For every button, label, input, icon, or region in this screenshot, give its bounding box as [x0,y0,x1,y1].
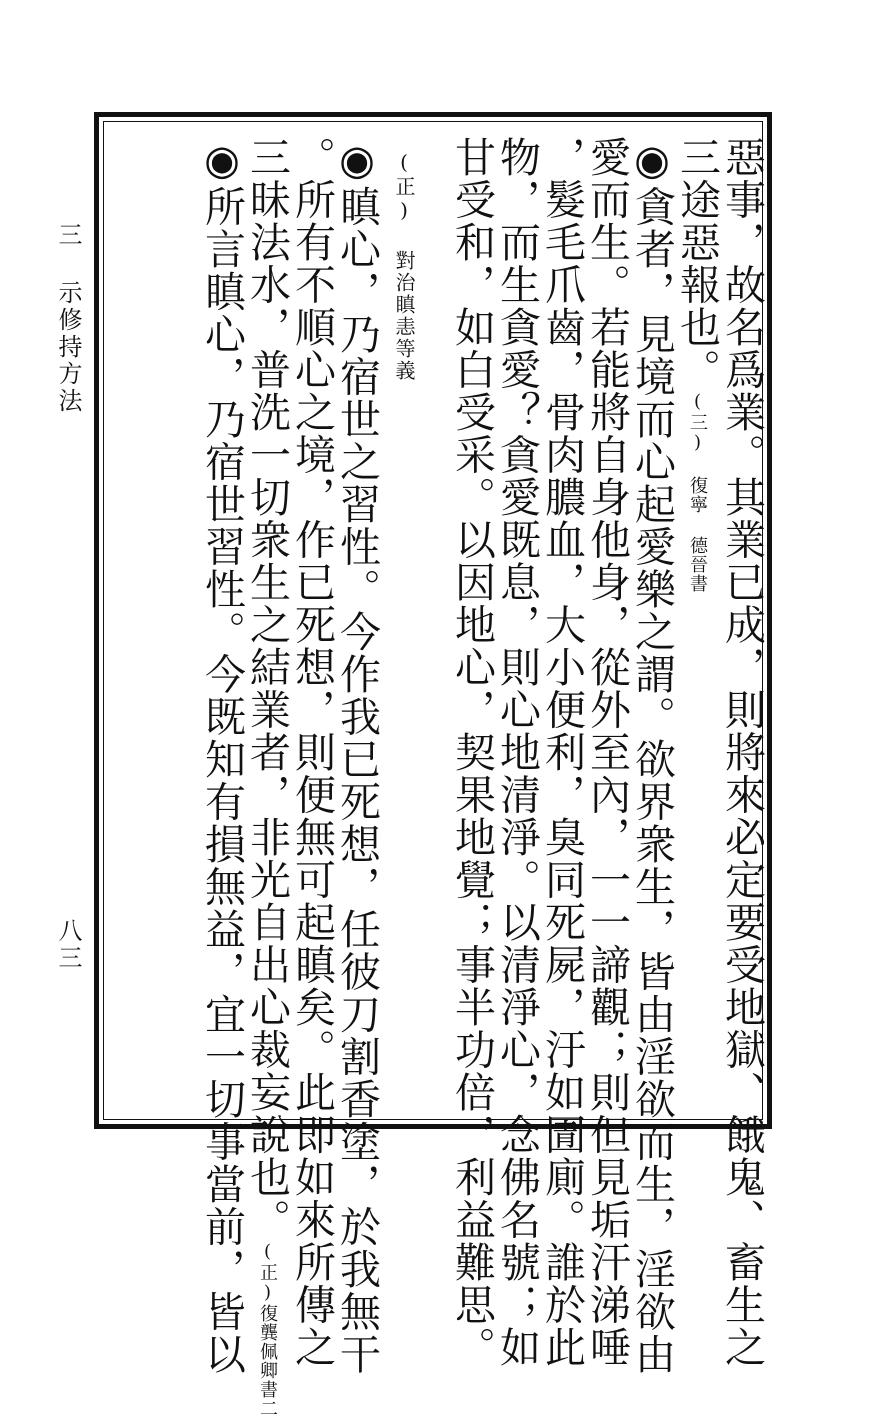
running-head: 三 示修持方法 [54,222,82,415]
text-column-5: ，髮毛爪齒，骨肉膿血，大小便利，臭同死屍，汙如圊廁。誰於此 [538,136,586,1369]
text-column-11: ◉所言瞋心，乃宿世習性。今既知有損無益，宜一切事當前，皆以 [198,136,246,1376]
page-number: 八三 [54,918,82,972]
text-column-1: 惡事，故名爲業。其業已成，則將來必定要受地獄、餓鬼、畜生之 [718,136,766,1369]
text-column-9: 。所有不順心之境，作已死想，則便無可起瞋矣。此即如來所傳之 [288,136,336,1369]
text-column-7: 甘受和，如白受采。以因地心，契果地覺；事半功倍，利益難思。 [448,136,496,1369]
text-column-4: 愛而生。若能將自身他身，從外至內，一一諦觀；則但見垢汗涕唾 [583,136,631,1369]
text-column-6: 物，而生貪愛？貪愛既息，則心地清淨。以清淨心，念佛名號；如 [493,136,541,1369]
text-column-10: 三昧法水，普洗一切衆生之結業者，非光自出心裁妄說也。(正)復龔佩卿書二 [243,136,291,1418]
text-column-8: ◉瞋心，乃宿世之習性。今作我已死想，任彼刀割香塗，於我無干 [333,136,381,1376]
section-heading: (正) 對治瞋恚等義 [392,150,416,382]
text-column-3: ◉貪者，見境而心起愛樂之謂。欲界衆生，皆由淫欲而生，淫欲由 [628,136,676,1376]
source-note: (正)復龔佩卿書二 [257,1241,278,1418]
text-column-2: 三途惡報也。(三) 復寧 德晉書 [673,136,721,593]
source-note: (三) 復寧 德晉書 [687,391,708,593]
